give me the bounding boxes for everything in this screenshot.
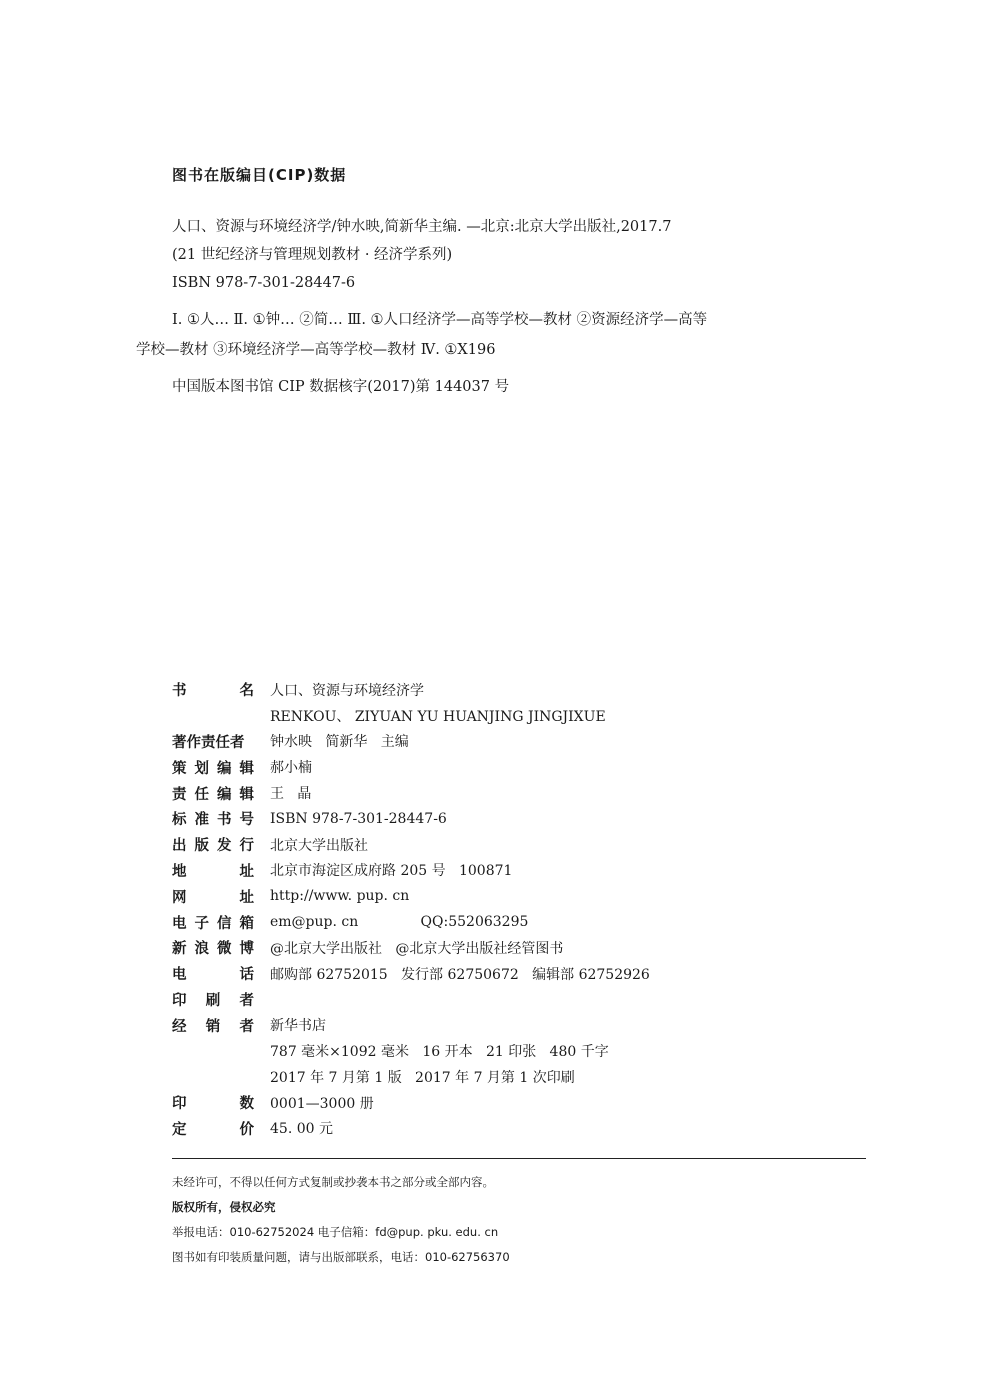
info-row (172, 961, 872, 987)
info-label: 著作责任者 (172, 734, 245, 751)
info-value: 787 毫米×1092 毫米 16 开本 21 印张 480 千字 (270, 1044, 609, 1061)
info-row (172, 1064, 872, 1090)
info-value: 2017 年 7 月第 1 版 2017 年 7 月第 1 次印刷 (270, 1069, 575, 1086)
info-value: 郝小楠 (270, 760, 312, 777)
info-row (172, 1116, 872, 1142)
info-value: 钟水映 简新华 主编 (270, 734, 409, 751)
info-row (172, 754, 872, 780)
cip-number-line: 中国版本图书馆 CIP 数据核字(2017)第 144037 号 (172, 379, 510, 395)
info-row (172, 1012, 872, 1038)
publication-info (172, 677, 872, 1141)
info-value: http://www. pup. cn (270, 888, 410, 905)
info-row (172, 858, 872, 884)
info-row (172, 832, 872, 858)
info-row (172, 909, 872, 935)
info-value: 王 晶 (270, 786, 312, 803)
info-label: 定 价 (172, 1121, 254, 1138)
info-value: ISBN 978-7-301-28447-6 (270, 810, 447, 827)
cip-classification-line2: 学校—教材 ③环境经济学—高等学校—教材 Ⅳ. ①X196 (136, 342, 496, 358)
cip-record-line: 人口、资源与环境经济学/钟水映,简新华主编. —北京:北京大学出版社,2017.7 (172, 219, 672, 235)
info-label: 电 话 (172, 967, 254, 984)
info-row (172, 1038, 872, 1064)
info-row (172, 703, 872, 729)
info-row (172, 780, 872, 806)
info-row (172, 1090, 872, 1116)
info-value: RENKOU、 ZIYUAN YU HUANJING JINGJIXUE (270, 708, 606, 725)
cip-classification (136, 305, 872, 365)
report-contact: 举报电话：010-62752024 电子信箱：fd@pup. pku. edu. cn (172, 1225, 499, 1239)
info-label: 出 版 发 行 (172, 838, 254, 855)
info-label: 印 刷 者 (172, 992, 254, 1009)
cip-series-line: (21 世纪经济与管理规划教材 · 经济学系列) (172, 247, 453, 263)
info-value: em@pup. cn QQ:552063295 (270, 914, 529, 931)
copyright-footer (172, 1170, 872, 1270)
cip-title: 图书在版编目(CIP)数据 (172, 166, 347, 184)
info-label: 策 划 编 辑 (172, 760, 254, 777)
copyright-notice: 未经许可，不得以任何方式复制或抄袭本书之部分或全部内容。 (172, 1175, 494, 1189)
info-value: 新华书店 (270, 1018, 326, 1035)
info-label: 印 数 (172, 1096, 254, 1113)
info-label: 地 址 (172, 863, 254, 880)
quality-contact: 图书如有印装质量问题，请与出版部联系，电话：010-62756370 (172, 1250, 510, 1264)
info-row (172, 677, 872, 703)
info-label: 标 准 书 号 (172, 812, 254, 829)
info-label: 网 址 (172, 889, 254, 906)
info-value: 北京大学出版社 (270, 837, 368, 854)
info-row (172, 935, 872, 961)
info-label: 电 子 信 箱 (172, 915, 254, 932)
info-value: 邮购部 62752015 发行部 62750672 编辑部 62752926 (270, 966, 650, 983)
info-row (172, 987, 872, 1013)
info-label: 责 任 编 辑 (172, 786, 254, 803)
cip-block (136, 163, 872, 401)
info-value: 人口、资源与环境经济学 (270, 682, 424, 699)
info-value: 45. 00 元 (270, 1121, 333, 1138)
info-value: 0001—3000 册 (270, 1095, 374, 1112)
info-label: 经 销 者 (172, 1018, 254, 1035)
cip-isbn-line: ISBN 978-7-301-28447-6 (172, 275, 356, 291)
info-row (172, 883, 872, 909)
info-label: 新 浪 微 博 (172, 941, 254, 958)
info-row (172, 729, 872, 755)
divider-rule (172, 1158, 866, 1159)
info-value: @北京大学出版社 @北京大学出版社经管图书 (270, 940, 564, 957)
cip-classification-line1: Ⅰ. ①人… Ⅱ. ①钟… ②简… Ⅲ. ①人口经济学—高等学校—教材 ②资源经济学—高等 (172, 312, 708, 328)
info-row (172, 806, 872, 832)
info-label: 书 名 (172, 683, 254, 700)
info-value: 北京市海淀区成府路 205 号 100871 (270, 863, 513, 880)
rights-reserved: 版权所有，侵权必究 (172, 1200, 276, 1214)
